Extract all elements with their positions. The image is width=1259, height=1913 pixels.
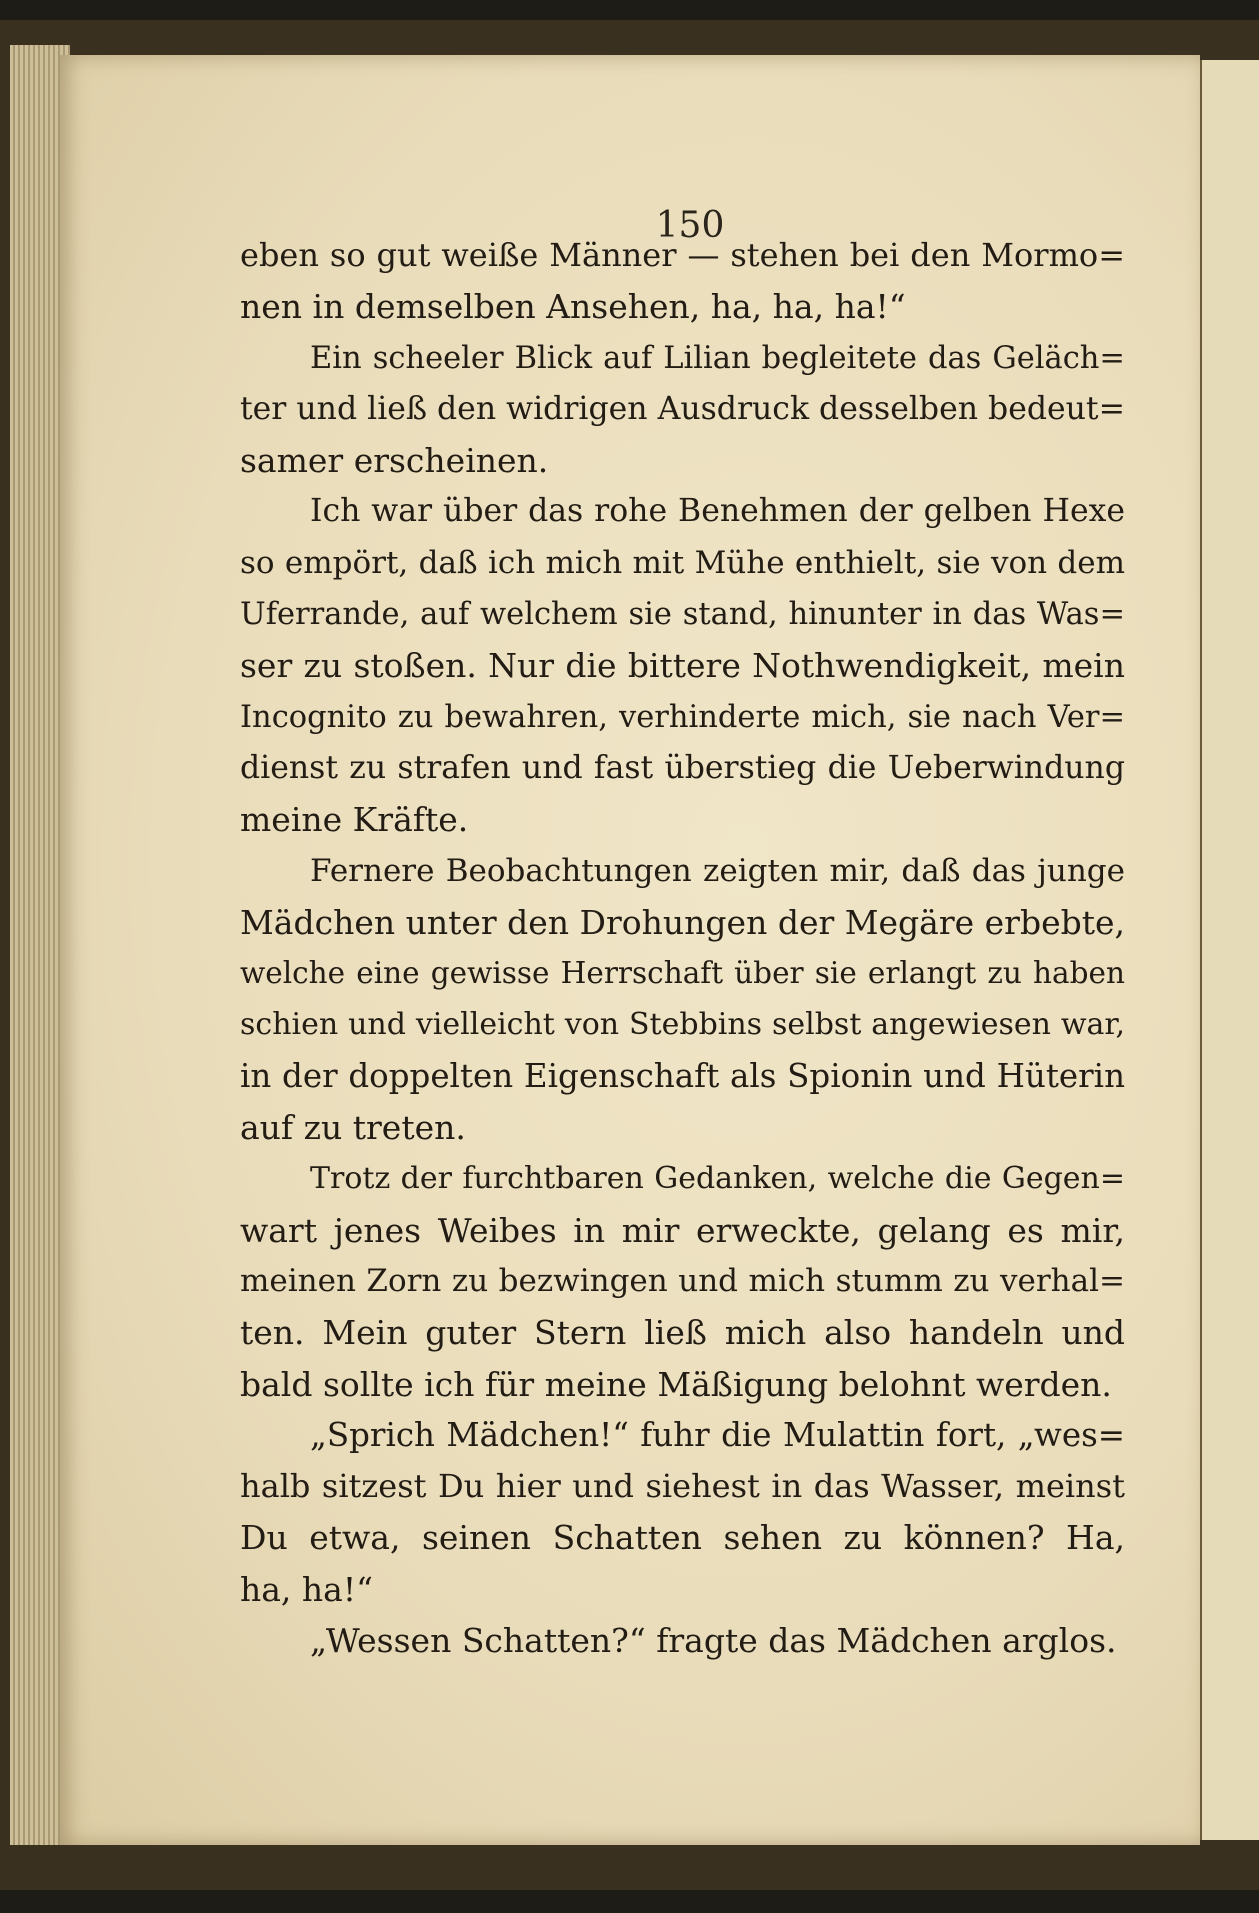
text-line: auf zu treten. <box>240 1108 466 1148</box>
text-line: Mädchen unter den Drohungen der Megäre erbebte, <box>240 902 1126 942</box>
text-line: ha, ha!“ <box>240 1569 373 1609</box>
text-line: wart jenes Weibes in mir erweckte, gelang es mir, <box>240 1210 1125 1250</box>
text-line: Fernere Beobachtungen zeigten mir, daß das junge <box>310 852 1125 889</box>
page-number: 150 <box>655 205 725 246</box>
text-line: ter und ließ den widrigen Ausdruck desselben bedeut= <box>240 390 1125 427</box>
text-line: in der doppelten Eigenschaft als Spionin und Hüterin <box>240 1056 1125 1095</box>
text-line: „Sprich Mädchen!“ fuhr die Mulattin fort, „wes= <box>310 1415 1125 1454</box>
text-line: Ich war über das rohe Benehmen der gelben Hexe <box>310 493 1125 530</box>
text-line: bald sollte ich für meine Mäßigung belohnt werden. <box>240 1364 1112 1404</box>
text-line: nen in demselben Ansehen, ha, ha, ha!“ <box>240 287 906 327</box>
text-line: dienst zu strafen und fast überstieg die Ueberwindung <box>240 749 1125 786</box>
text-line: ser zu stoßen. Nur die bittere Nothwendigkeit, mein <box>240 646 1125 686</box>
adjacent-page-edge <box>1200 60 1259 1840</box>
text-line: Trotz der furchtbaren Gedanken, welche die Gegen= <box>310 1161 1125 1197</box>
text-line: meine Kräfte. <box>240 800 469 840</box>
text-line: Incognito zu bewahren, verhinderte mich, sie nach Ver= <box>240 699 1125 735</box>
text-line: halb sitzest Du hier und siehest in das Wasser, meinst <box>240 1467 1125 1506</box>
text-line: schien und vielleicht von Stebbins selbst angewiesen war, <box>240 1007 1125 1043</box>
text-line: welche eine gewisse Herrschaft über sie erlangt zu haben <box>240 956 1125 991</box>
text-line: samer erscheinen. <box>240 441 549 481</box>
text-line: eben so gut weiße Männer — stehen bei den Mormo= <box>240 236 1125 274</box>
text-line: Uferrande, auf welchem sie stand, hinunter in das Was= <box>240 597 1125 633</box>
text-line: „Wessen Schatten?“ fragte das Mädchen arglos. <box>310 1621 1117 1661</box>
text-line: meinen Zorn zu bezwingen und mich stumm zu verhal= <box>240 1262 1125 1299</box>
page-body-text <box>240 230 1125 1666</box>
text-line: so empört, daß ich mich mit Mühe enthielt, sie von dem <box>240 544 1125 581</box>
text-line: ten. Mein guter Stern ließ mich also handeln und <box>240 1313 1125 1353</box>
text-line: Ein scheeler Blick auf Lilian begleitete das Geläch= <box>310 340 1125 376</box>
text-line: Du etwa, seinen Schatten sehen zu können? Ha, <box>240 1518 1125 1558</box>
